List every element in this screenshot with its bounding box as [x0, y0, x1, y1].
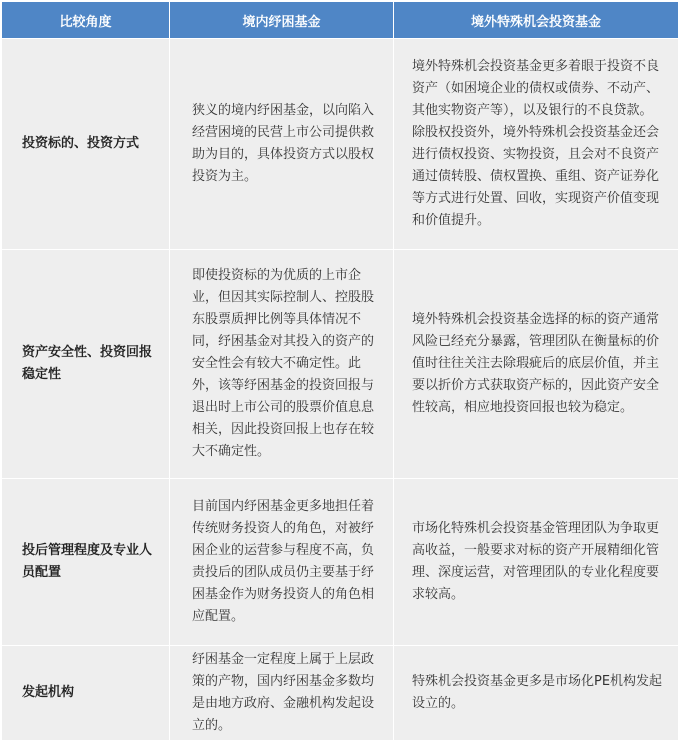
header-domestic-fund: 境内纾困基金 — [170, 2, 394, 39]
row-overseas-cell: 境外特殊机会投资基金选择的标的资产通常风险已经充分暴露，管理团队在衡量标的价值时往往关注去除瑕疵后的底层价值，并主要以折价方式获取资产标的，因此资产安全性较高，相应地投资回报也较为稳定。 — [394, 250, 679, 479]
table-row — [2, 39, 679, 250]
row-aspect-cell: 发起机构 — [2, 646, 170, 741]
row-domestic-cell: 狭义的境内纾困基金，以向陷入经营困境的民营上市公司提供救助为目的，具体投资方式以股权投资为主。 — [170, 39, 394, 250]
header-aspect: 比较角度 — [2, 2, 170, 39]
comparison-table — [1, 1, 679, 741]
table-row — [2, 250, 679, 479]
table-row — [2, 479, 679, 646]
table-header-row — [2, 2, 679, 39]
table-row — [2, 646, 679, 741]
row-overseas-cell: 特殊机会投资基金更多是市场化PE机构发起设立的。 — [394, 646, 679, 741]
row-domestic-cell: 目前国内纾困基金更多地担任着传统财务投资人的角色，对被纾困企业的运营参与程度不高，负责投后的团队成员仍主要基于纾困基金作为财务投资人的角色相应配置。 — [170, 479, 394, 646]
row-overseas-cell: 市场化特殊机会投资基金管理团队为争取更高收益，一般要求对标的资产开展精细化管理、深度运营，对管理团队的专业化程度要求较高。 — [394, 479, 679, 646]
row-overseas-cell: 境外特殊机会投资基金更多着眼于投资不良资产（如困境企业的债权或债券、不动产、其他实物资产等），以及银行的不良贷款。除股权投资外，境外特殊机会投资基金还会进行债权投资、实物投资，且会对不良资产通过债转股、债权置换、重组、资产证券化等方式进行处置、回收，实现资产价值变现和价值提升。 — [394, 39, 679, 250]
row-domestic-cell: 纾困基金一定程度上属于上层政策的产物，国内纾困基金多数均是由地方政府、金融机构发起设立的。 — [170, 646, 394, 741]
row-aspect-cell: 投资标的、投资方式 — [2, 39, 170, 250]
row-aspect-cell: 投后管理程度及专业人员配置 — [2, 479, 170, 646]
row-aspect-cell: 资产安全性、投资回报稳定性 — [2, 250, 170, 479]
row-domestic-cell: 即使投资标的为优质的上市企业，但因其实际控制人、控股股东股票质押比例等具体情况不同，纾困基金对其投入的资产的安全性会有较大不确定性。此外，该等纾困基金的投资回报与退出时上市公司的股票价值息息相关，因此投资回报上也存在较大不确定性。 — [170, 250, 394, 479]
header-overseas-fund: 境外特殊机会投资基金 — [394, 2, 679, 39]
